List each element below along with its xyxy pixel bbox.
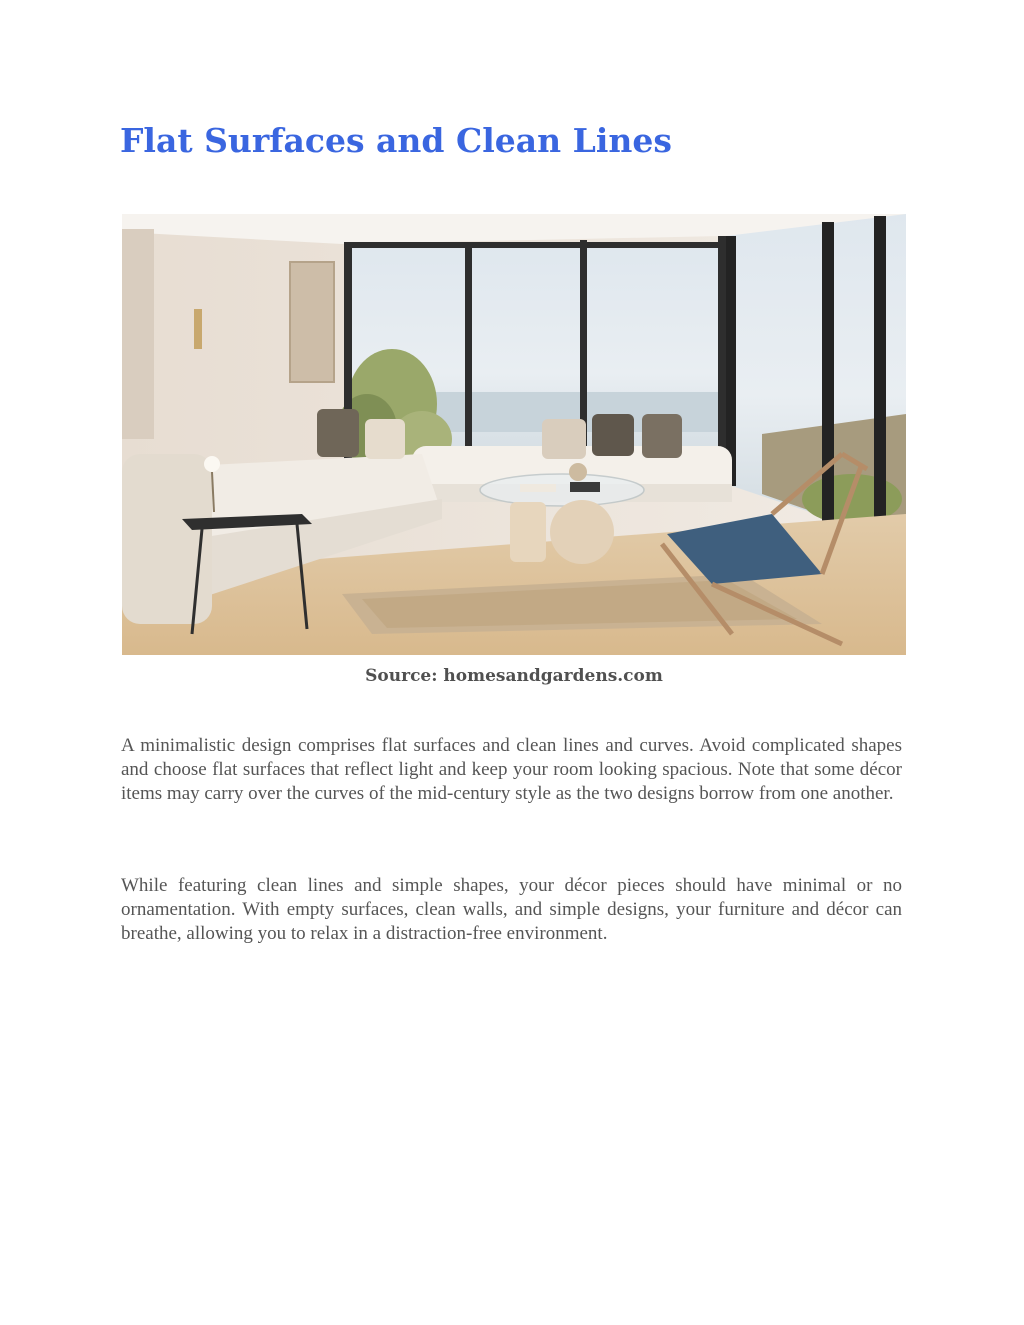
paragraph-2: While featuring clean lines and simple shapes, your décor pieces should have minimal or no ornamentation. With empty surfaces, clean walls, and simple designs, your furniture and décor can breathe, allowing you to relax in a distraction-free environment. — [121, 875, 902, 944]
image-caption: Source: homesandgardens.com — [365, 666, 663, 686]
living-room-photo — [122, 214, 906, 655]
paragraph-1: A minimalistic design comprises flat surfaces and clean lines and curves. Avoid complicated shapes and choose flat surfaces that reflect light and keep your room looking spacious. Note that some décor items may carry over the curves of the mid-century style as the two designs borrow from one another. — [121, 735, 902, 804]
page-title: Flat Surfaces and Clean Lines — [120, 121, 672, 160]
